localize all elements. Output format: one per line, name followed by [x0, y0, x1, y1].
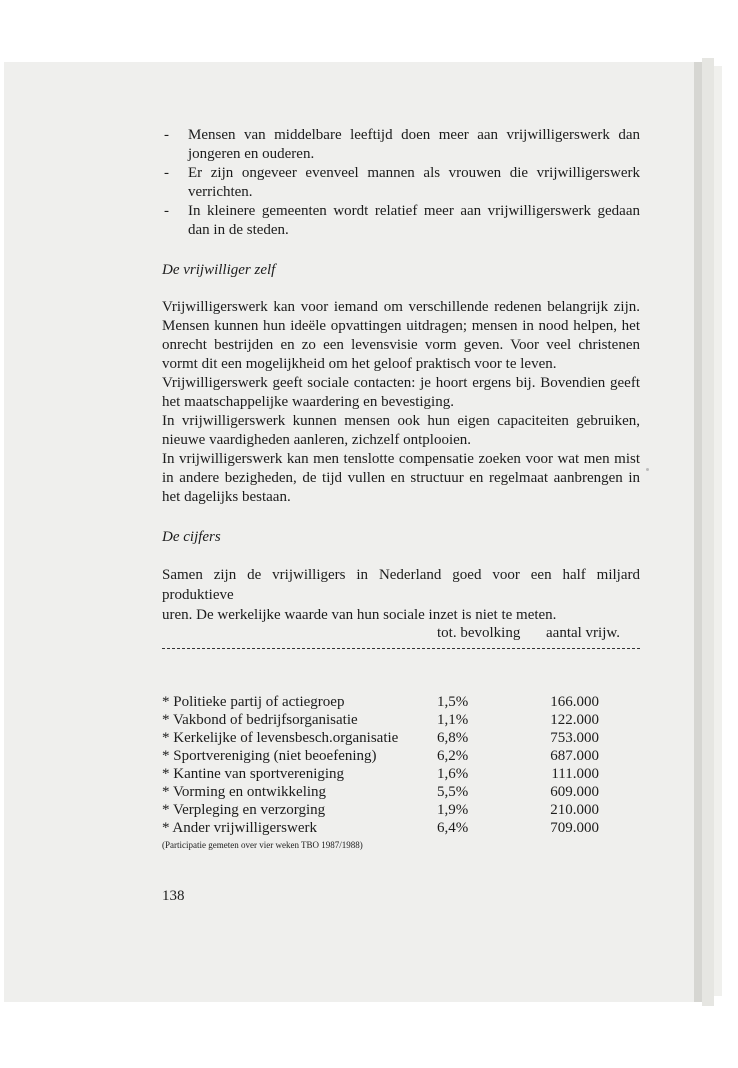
- row-label: * Ander vrijwilligerswerk: [162, 820, 317, 836]
- row-label: * Sportvereniging (niet beoefening): [162, 748, 377, 764]
- row-percentage: 5,5%: [437, 784, 469, 800]
- row-percentage: 1,5%: [437, 694, 469, 710]
- row-count: 609.000: [550, 784, 599, 800]
- row-count: 166.000: [550, 694, 599, 710]
- page-edge: [694, 62, 702, 1002]
- column-header-count: aantal vrijw.: [546, 625, 620, 641]
- paragraph: In vrijwilligerswerk kunnen mensen ook hun eigen capaciteiten gebruiken, nieuwe vaardigheden aanleren, zichzelf ontplooien.: [162, 413, 640, 448]
- bullet-list: [162, 126, 640, 240]
- speck: [646, 468, 649, 471]
- page-content: [162, 126, 640, 850]
- row-label: * Vorming en ontwikkeling: [162, 784, 327, 800]
- row-count: 210.000: [550, 802, 599, 818]
- row-percentage: 1,6%: [437, 766, 469, 782]
- page-edge: [702, 58, 714, 1006]
- row-percentage: 1,9%: [437, 802, 469, 818]
- table-row: [162, 783, 640, 801]
- intro-text: [162, 565, 640, 625]
- volunteer-table: [162, 693, 640, 837]
- section-heading: De cijfers: [162, 529, 221, 545]
- row-label: * Verpleging en verzorging: [162, 802, 326, 818]
- table-row: [162, 747, 640, 765]
- row-percentage: 6,2%: [437, 748, 469, 764]
- table-row: [162, 819, 640, 837]
- table-row: [162, 693, 640, 711]
- paragraph: Vrijwilligerswerk kan voor iemand om verschillende redenen belangrijk zijn. Mensen kunnen hun ideële opvattingen uitdragen; mensen in nood helpen, het onrecht bestrijden en zo een levensvisie vorm geven. Voor veel christenen vormt dit een mogelijkheid om het geloof praktisch voor te leven.: [162, 299, 640, 372]
- intro-line: Samen zijn de vrijwilligers in Nederland goed voor een half miljard produktieve: [162, 567, 640, 603]
- row-count: 111.000: [551, 766, 599, 782]
- row-label: * Kerkelijke of levensbesch.organisatie: [162, 730, 399, 746]
- row-percentage: 1,1%: [437, 712, 469, 728]
- column-header-percentage: tot. bevolking: [437, 625, 521, 641]
- row-label: * Vakbond of bedrijfsorganisatie: [162, 712, 358, 728]
- row-count: 122.000: [550, 712, 599, 728]
- row-percentage: 6,8%: [437, 730, 469, 746]
- row-count: 687.000: [550, 748, 599, 764]
- table-row: [162, 729, 640, 747]
- table-column-headers: [162, 625, 640, 645]
- table-row: [162, 801, 640, 819]
- bullet-item: - Mensen van middelbare leeftijd doen meer aan vrijwilligerswerk dan jongeren en ouderen.: [162, 126, 640, 164]
- row-count: 709.000: [550, 820, 599, 836]
- bullet-item: - Er zijn ongeveer evenveel mannen als vrouwen die vrijwilligerswerk verrichten.: [162, 164, 640, 202]
- table-row: [162, 711, 640, 729]
- intro-line: uren. De werkelijke waarde van hun sociale inzet is niet te meten.: [162, 607, 557, 623]
- row-percentage: 6,4%: [437, 820, 469, 836]
- paragraph: In vrijwilligerswerk kan men tenslotte compensatie zoeken voor wat men mist in andere bezigheden, de tijd vullen en structuur en regelmaat aanbrengen in het dagelijks bestaan.: [162, 451, 640, 505]
- paragraph: Vrijwilligerswerk geeft sociale contacten: je hoort ergens bij. Bovendien geeft het maatschappelijke waardering en bevestiging.: [162, 375, 640, 410]
- section-heading: De vrijwilliger zelf: [162, 262, 276, 278]
- bullet-item: - In kleinere gemeenten wordt relatief meer aan vrijwilligerswerk gedaan dan in de steden.: [162, 202, 640, 240]
- page-number: 138: [162, 888, 185, 904]
- row-count: 753.000: [550, 730, 599, 746]
- table-row: [162, 765, 640, 783]
- row-label: * Politieke partij of actiegroep: [162, 694, 345, 710]
- table-source-note: (Participatie gemeten over vier weken TBO 1987/1988): [162, 840, 363, 850]
- row-label: * Kantine van sportvereniging: [162, 766, 345, 782]
- page-edge: [714, 66, 722, 996]
- dashed-rule: [162, 648, 640, 649]
